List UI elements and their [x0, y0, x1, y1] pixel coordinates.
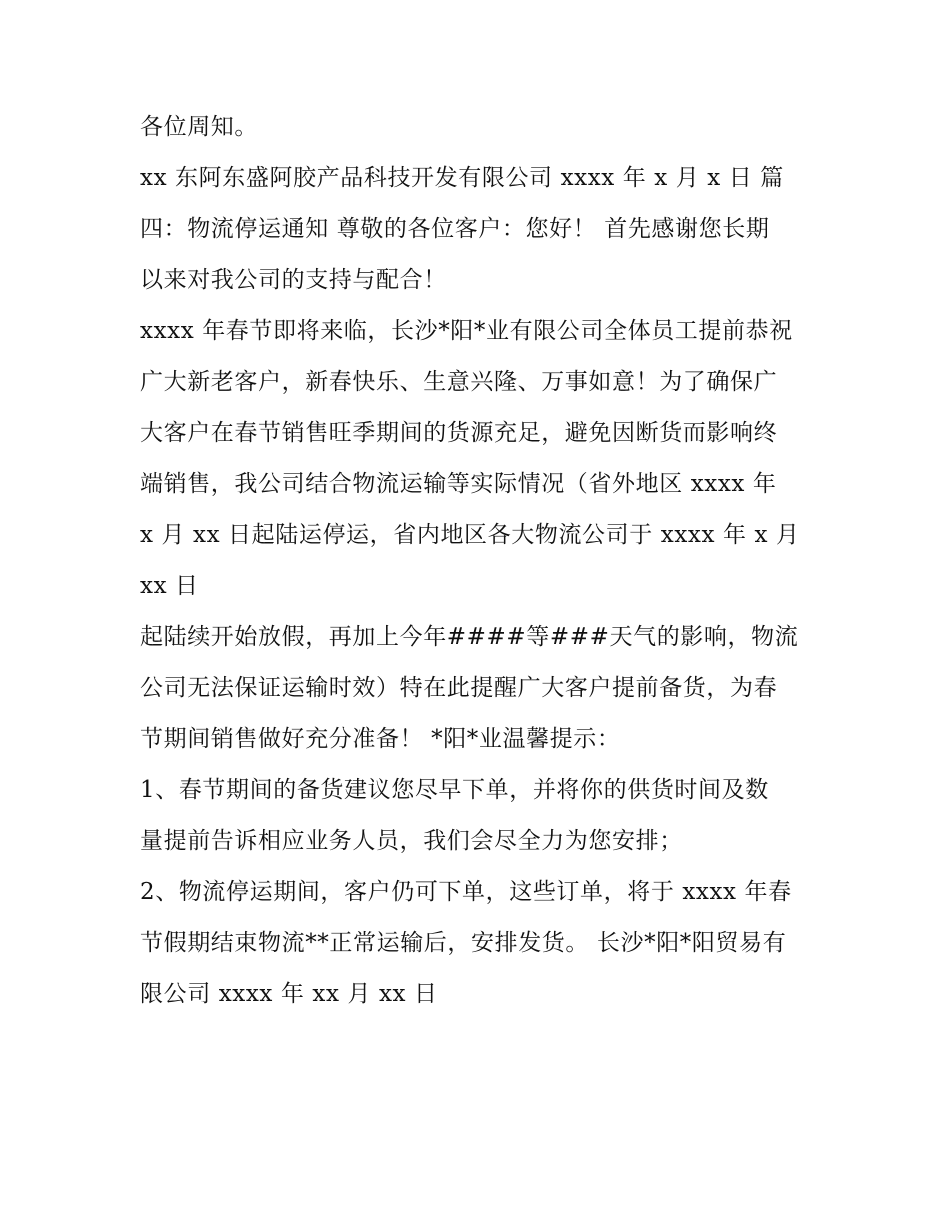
text-line: xx 日 — [140, 573, 199, 599]
text-line: xxxx 年春节即将来临，长沙*阳*业有限公司全体员工提前恭祝 — [140, 318, 793, 344]
text-line: 节假期结束物流**正常运输后，安排发货。 长沙*阳*阳贸易有 — [140, 930, 787, 956]
document-body — [140, 108, 820, 1026]
text-line: xx 东阿东盛阿胶产品科技开发有限公司 xxxx 年 x 月 x 日 篇 — [140, 165, 784, 191]
text-line: 2、物流停运期间，客户仍可下单，这些订单，将于 xxxx 年春 — [140, 879, 792, 905]
text-line: x 月 xx 日起陆运停运，省内地区各大物流公司于 xxxx 年 x 月 — [140, 522, 800, 548]
text-line: 限公司 xxxx 年 xx 月 xx 日 — [140, 981, 438, 1007]
text-line: 量提前告诉相应业务人员，我们会尽全力为您安排； — [140, 828, 683, 854]
text-line: 大客户在春节销售旺季期间的货源充足，避免因断货而影响终 — [140, 420, 778, 446]
text-line: 广大新老客户，新春快乐、生意兴隆、万事如意！为了确保广 — [140, 369, 778, 395]
text-line: 端销售，我公司结合物流运输等实际情况（省外地区 xxxx 年 — [140, 471, 777, 497]
text-line: 节期间销售做好充分准备！ *阳*业温馨提示： — [140, 726, 621, 752]
text-line: 各位周知。 — [140, 114, 258, 140]
text-line: 起陆续开始放假，再加上今年####等###天气的影响，物流 — [140, 624, 799, 650]
text-line: 1、春节期间的备货建议您尽早下单，并将你的供货时间及数 — [140, 777, 769, 803]
text-line: 以来对我公司的支持与配合！ — [140, 267, 447, 293]
text-line: 四：物流停运通知 尊敬的各位客户：您好！ 首先感谢您长期 — [140, 216, 770, 242]
text-line: 公司无法保证运输时效）特在此提醒广大客户提前备货，为春 — [140, 675, 778, 701]
